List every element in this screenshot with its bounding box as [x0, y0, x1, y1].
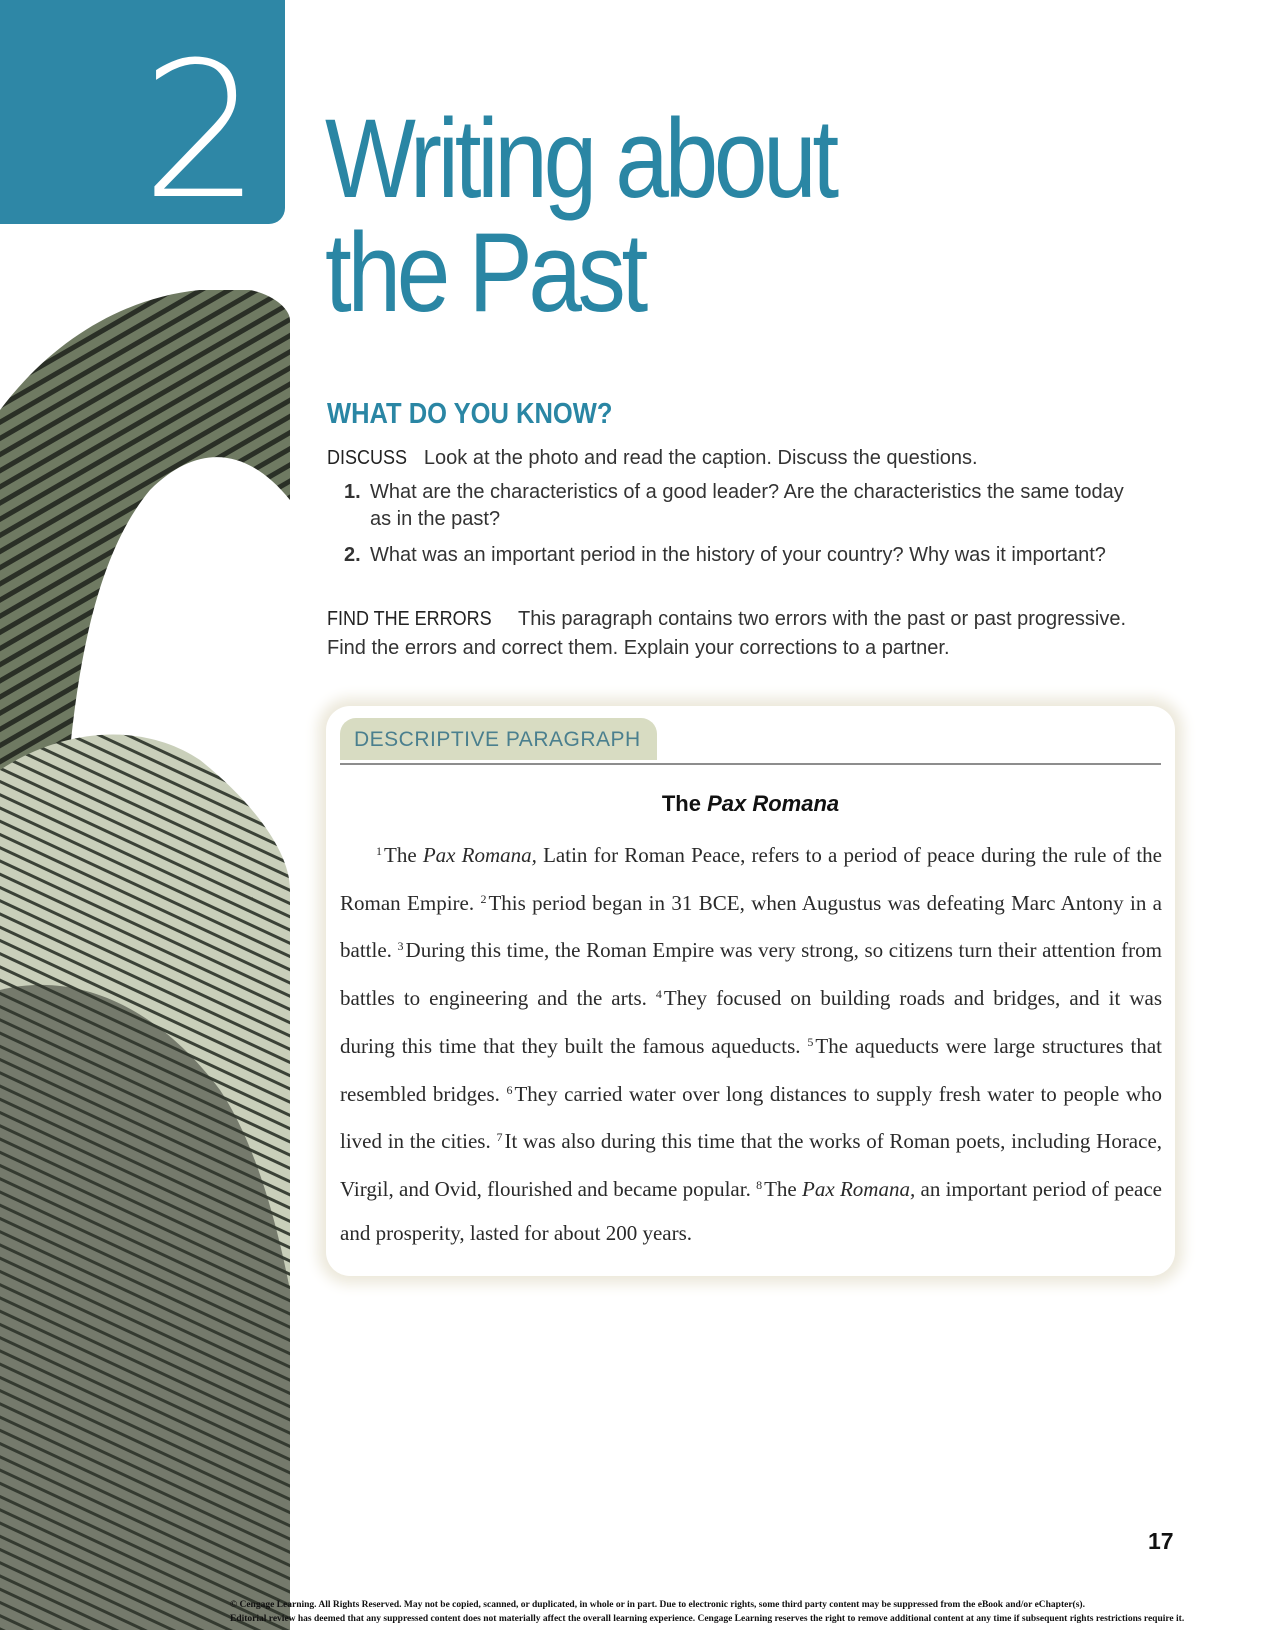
card-title-prefix: The: [661, 791, 701, 816]
chapter-title-line1: Writing about: [325, 96, 835, 221]
sentence-text: Latin for Roman Peace, refers to a period of peace during the rule of the Roman Empire.: [340, 843, 1162, 915]
sentence-number: 1: [376, 844, 382, 858]
find-errors-label: FIND THE ERRORS: [327, 608, 492, 630]
discuss-text: Look at the photo and read the caption. Discuss the questions.: [423, 447, 978, 469]
copyright-line: Editorial review has deemed that any suppressed content does not materially affect the overall learning experience. Cengage Learning reserves the right to remove additional content at any time if subsequent rights restrictions require it.: [230, 1614, 1185, 1624]
question-item: [344, 479, 1144, 533]
card-tab-label: DESCRIPTIVE PARAGRAPH: [340, 718, 657, 760]
sentence-number: 7: [496, 1130, 503, 1145]
sentence-text: This period began in 31 BCE, when Augustus was defeating Marc Antony in a battle.: [340, 890, 1163, 963]
card-divider: [340, 763, 1161, 765]
question-item: [344, 542, 1144, 569]
page-number: 17: [1148, 1528, 1174, 1554]
chapter-number-tab: [0, 0, 285, 241]
discuss-label: DISCUSS: [327, 447, 408, 469]
sentence-number: 4: [655, 987, 662, 1002]
sentence-number: 6: [506, 1082, 513, 1097]
sentence-number: 3: [397, 939, 404, 954]
roman-statue-photo: [0, 290, 290, 1630]
sentence-text: The: [764, 1176, 803, 1201]
discuss-instruction: [327, 444, 1157, 473]
sentence-text: They focused on building roads and bridges, and it was during this time that they built the famous aqueducts.: [340, 986, 1162, 1058]
find-errors-instruction: [327, 605, 1147, 663]
copyright-line: © Cengage Learning. All Rights Reserved. May not be copied, scanned, or duplicated, in whole or in part. Due to electronic rights, some third party content may be suppressed from the eBook and/or eChapter(s).: [230, 1600, 1085, 1610]
find-errors-text: This paragraph contains two errors with the past or past progressive. Find the errors and correct them. Explain your corrections to a partner.: [327, 608, 1127, 659]
discussion-questions: [344, 479, 1144, 578]
descriptive-paragraph: [340, 830, 1162, 1255]
sentence-italic-text: Pax Romana,: [422, 843, 537, 867]
sentence-number: 8: [756, 1177, 763, 1192]
chapter-title-line2: the Past: [325, 210, 644, 335]
copyright-notice: [230, 1598, 1270, 1626]
sentence-text: The: [384, 843, 423, 867]
sentence-number: 2: [480, 891, 487, 906]
sentence-text: an important period of peace and prosperity, lasted for about 200 years.: [340, 1176, 1162, 1245]
section-heading: WHAT DO YOU KNOW?: [327, 398, 613, 430]
sentence-text: The aqueducts were large structures that resembled bridges.: [340, 1033, 1163, 1106]
chapter-number: 2: [141, 22, 257, 241]
card-title-italic: Pax Romana: [707, 791, 840, 816]
question-number: 1.: [344, 481, 361, 503]
question-text: What are the characteristics of a good leader? Are the characteristics the same today as in the past?: [370, 481, 1124, 530]
sentence-text: It was also during this time that the works of Roman poets, including Horace, Virgil, and Ovid, flourished and became popular.: [340, 1129, 1163, 1201]
question-number: 2.: [344, 544, 361, 566]
descriptive-paragraph-card: [326, 706, 1175, 1276]
sentence-text: They carried water over long distances to supply fresh water to people who lived in the cities.: [340, 1081, 1163, 1154]
card-title: [326, 791, 1175, 817]
question-text: What was an important period in the history of your country? Why was it important?: [370, 544, 1106, 566]
sentence-text: During this time, the Roman Empire was very strong, so citizens turn their attention from battles to engineering and the arts.: [340, 938, 1163, 1011]
chapter-title: [325, 96, 835, 335]
sentence-italic-text: Pax Romana,: [802, 1176, 916, 1201]
sentence-number: 5: [807, 1034, 814, 1049]
